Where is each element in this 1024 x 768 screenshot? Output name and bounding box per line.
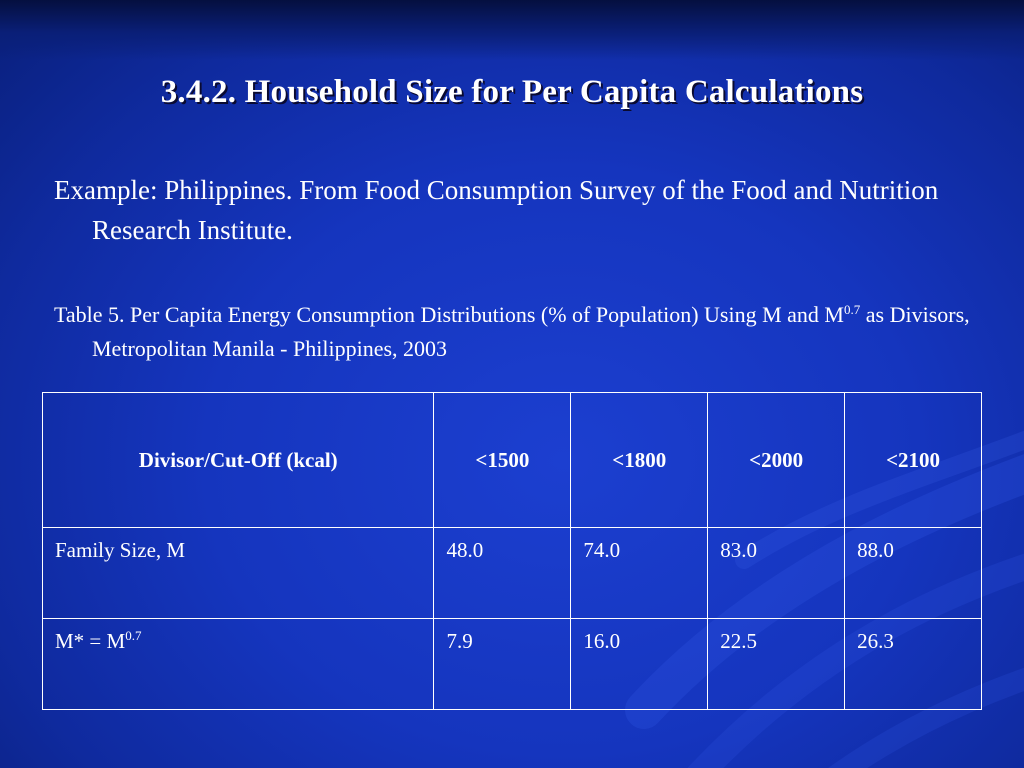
header-1800: <1800 [571,393,708,528]
header-2100: <2100 [845,393,982,528]
caption-text-end: as Divisors, Metropolitan Manila - Philippines, 2003 [92,302,970,361]
slide-title: 3.4.2. Household Size for Per Capita Calculations [160,74,864,110]
table-cell: 83.0 [708,528,845,619]
table-header-row [43,393,982,528]
header-divisor: Divisor/Cut-Off (kcal) [43,393,434,528]
table-cell: 88.0 [845,528,982,619]
energy-table [42,392,982,710]
row-label [43,619,434,710]
row-label-text: M* = M [55,629,126,653]
table-cell: 74.0 [571,528,708,619]
table-cell: 26.3 [845,619,982,710]
header-1500: <1500 [434,393,571,528]
table-row [43,528,982,619]
row-label [43,528,434,619]
caption-exponent: 0.7 [844,302,861,317]
header-2000: <2000 [708,393,845,528]
table-cell: 7.9 [434,619,571,710]
caption-text-start: Table 5. Per Capita Energy Consumption Distributions (% of Population) Using M and M [54,302,844,327]
top-band [0,0,1024,60]
table-cell: 48.0 [434,528,571,619]
table-cell: 16.0 [571,619,708,710]
intro-paragraph: Example: Philippines. From Food Consumption Survey of the Food and Nutrition Research Institute. [54,175,939,245]
table-cell: 22.5 [708,619,845,710]
row-label-exponent: 0.7 [125,628,142,643]
row-label-text: Family Size, M [55,538,186,562]
table-caption [54,298,1022,366]
table-row [43,619,982,710]
